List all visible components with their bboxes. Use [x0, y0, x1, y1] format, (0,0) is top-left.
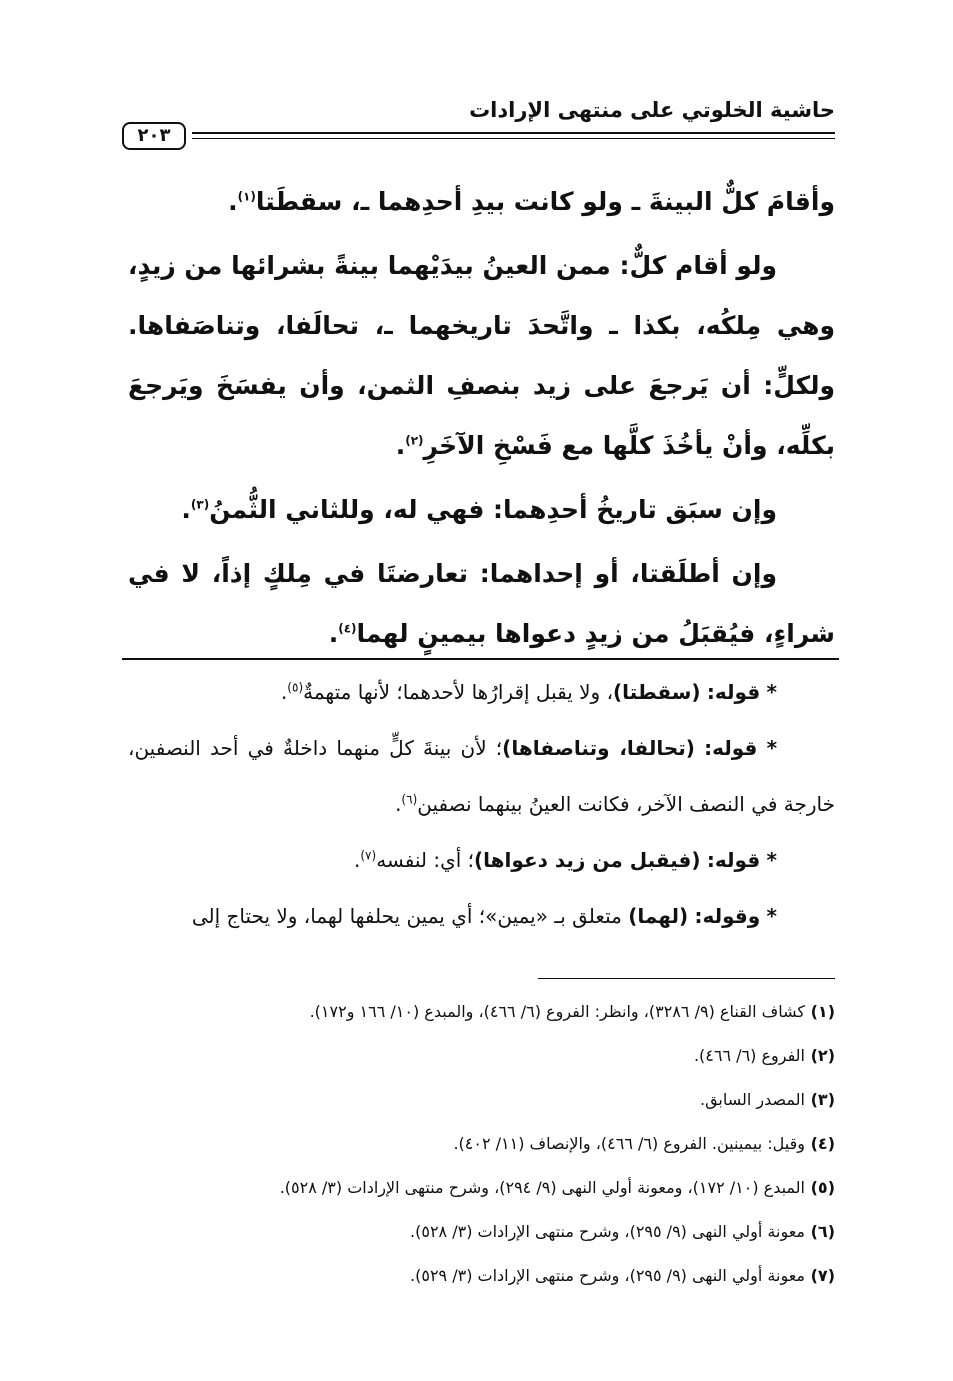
footnote-text: المصدر السابق. [699, 1090, 805, 1109]
footnote-text: كشاف القناع (٩/ ٣٢٨٦)، وانظر: الفروع (٦/ ٤٦٦)، والمبدع (١٠/ ١٦٦ و١٧٢). [309, 1002, 805, 1021]
commentary-lead: قوله: [706, 680, 761, 704]
footnote-ref-6: (٦) [401, 792, 418, 807]
header-rule-thin [192, 138, 835, 139]
footnote-ref-7: (٧) [360, 848, 377, 863]
footnote-text: معونة أولي النهى (٩/ ٢٩٥)، وشرح منتهى الإرادات (٣/ ٥٢٩). [410, 1266, 805, 1285]
commentary-quote: (فيقبل من زيد دعواها) [474, 848, 701, 872]
footnote-item [128, 1166, 835, 1210]
footnote-ref-5: (٥) [287, 680, 304, 695]
footnote-item [128, 1122, 835, 1166]
commentary [128, 664, 835, 944]
header-rule [192, 132, 835, 134]
commentary-end: . [354, 848, 361, 872]
footnote-number: (٢) [810, 1046, 835, 1065]
main-text [128, 172, 835, 664]
commentary-separator [122, 658, 839, 660]
main-paragraph-2-end: . [395, 431, 406, 460]
commentary-text: ؛ لأن بينةَ كلٍّ منهما داخلةٌ في أحد النصفين، خارجة في النصف الآخر، فكانت العينُ بينهما نصفين [128, 736, 835, 816]
commentary-item [128, 664, 835, 720]
footnote-number: (١) [810, 1002, 835, 1021]
footnote-ref-4: (٤) [338, 621, 357, 636]
commentary-item [128, 832, 835, 888]
commentary-quote: (لهما) [628, 904, 689, 928]
page-number: ٢٠٣ [122, 122, 186, 150]
commentary-item [128, 720, 835, 832]
footnote-item [128, 1034, 835, 1078]
footnote-number: (٤) [810, 1134, 835, 1153]
footnote-item [128, 990, 835, 1034]
footnote-text: المبدع (١٠/ ١٧٢)، ومعونة أولي النهى (٩/ ٢٩٤)، وشرح منتهى الإرادات (٣/ ٥٢٨). [279, 1178, 805, 1197]
main-paragraph-3 [128, 480, 835, 540]
footnote-number: (٦) [810, 1222, 835, 1241]
footnote-text: وقيل: بيمينين. الفروع (٦/ ٤٦٦)، والإنصاف (١١/ ٤٠٢). [453, 1134, 805, 1153]
bullet-star-icon: * [766, 904, 777, 928]
footnote-separator [538, 978, 835, 979]
footnote-number: (٧) [810, 1266, 835, 1285]
commentary-lead: وقوله: [694, 904, 761, 928]
commentary-item [128, 888, 835, 944]
footnotes [128, 990, 835, 1298]
bullet-star-icon: * [766, 736, 778, 760]
bullet-star-icon: * [766, 680, 777, 704]
running-title: حاشية الخلوتي على منتهى الإرادات [469, 98, 835, 122]
footnote-item [128, 1210, 835, 1254]
footnote-item [128, 1254, 835, 1298]
bullet-star-icon: * [766, 848, 777, 872]
main-paragraph-1-end: . [228, 187, 238, 216]
commentary-lead: قوله: [706, 848, 761, 872]
main-paragraph-4 [128, 544, 835, 664]
commentary-quote: (تحالفا، وتناصفاها) [502, 736, 695, 760]
commentary-quote: (سقطتا) [613, 680, 701, 704]
footnote-ref-3: (٣) [190, 497, 210, 512]
main-paragraph-3-end: . [181, 495, 191, 524]
commentary-end: . [280, 680, 288, 704]
commentary-text: ؛ أي: لنفسه [376, 848, 475, 872]
footnote-ref-2: (٢) [405, 433, 424, 448]
footnote-item [128, 1078, 835, 1122]
main-paragraph-1-text: وأقامَ كلٌّ البينةَ ـ ولو كانت بيدِ أحدِهما ـ، سقطَتا [255, 187, 835, 216]
footnote-ref-1: (١) [237, 189, 256, 204]
footnote-text: معونة أولي النهى (٩/ ٢٩٥)، وشرح منتهى الإرادات (٣/ ٥٢٨). [410, 1222, 805, 1241]
main-paragraph-4-end: . [328, 619, 339, 648]
commentary-end: . [395, 792, 402, 816]
main-paragraph-1 [128, 172, 835, 232]
main-paragraph-3-text: وإن سبَق تاريخُ أحدِهما: فهي له، وللثاني الثُّمنُ [209, 495, 777, 524]
footnote-number: (٣) [810, 1090, 835, 1109]
commentary-text: متعلق بـ «يمين»؛ أي يمين يحلفها لهما، ولا يحتاج إلى [191, 904, 629, 928]
footnote-number: (٥) [810, 1178, 835, 1197]
main-paragraph-4-text: وإن أطلَقتا، أو إحداهما: تعارضتَا في مِلكٍ إذاً، لا في شراءٍ، فيُقبَلُ من زيدٍ دعواها بيمينٍ لهما [128, 559, 835, 648]
main-paragraph-2 [128, 236, 835, 476]
footnote-text: الفروع (٦/ ٤٦٦). [693, 1046, 805, 1065]
main-paragraph-2-text: ولو أقام كلٌّ: ممن العينُ بيدَيْهما بينةً بشرائها من زيدٍ، وهي مِلكُه، بكذا ـ واتَّحدَ تاريخهما ـ، تحالَفا، وتناصَفاها. ولكلٍّ: أن يَرجعَ على زيد بنصفِ الثمن، وأن يفسَخَ ويَرجعَ بكلِّه، وأنْ يأخُذَ كلَّها مع فَسْخِ الآخَرِ [128, 251, 835, 460]
commentary-lead: قوله: [704, 736, 758, 760]
commentary-text: ، ولا يقبل إقرارُها لأحدهما؛ لأنها متهمةٌ [303, 680, 614, 704]
